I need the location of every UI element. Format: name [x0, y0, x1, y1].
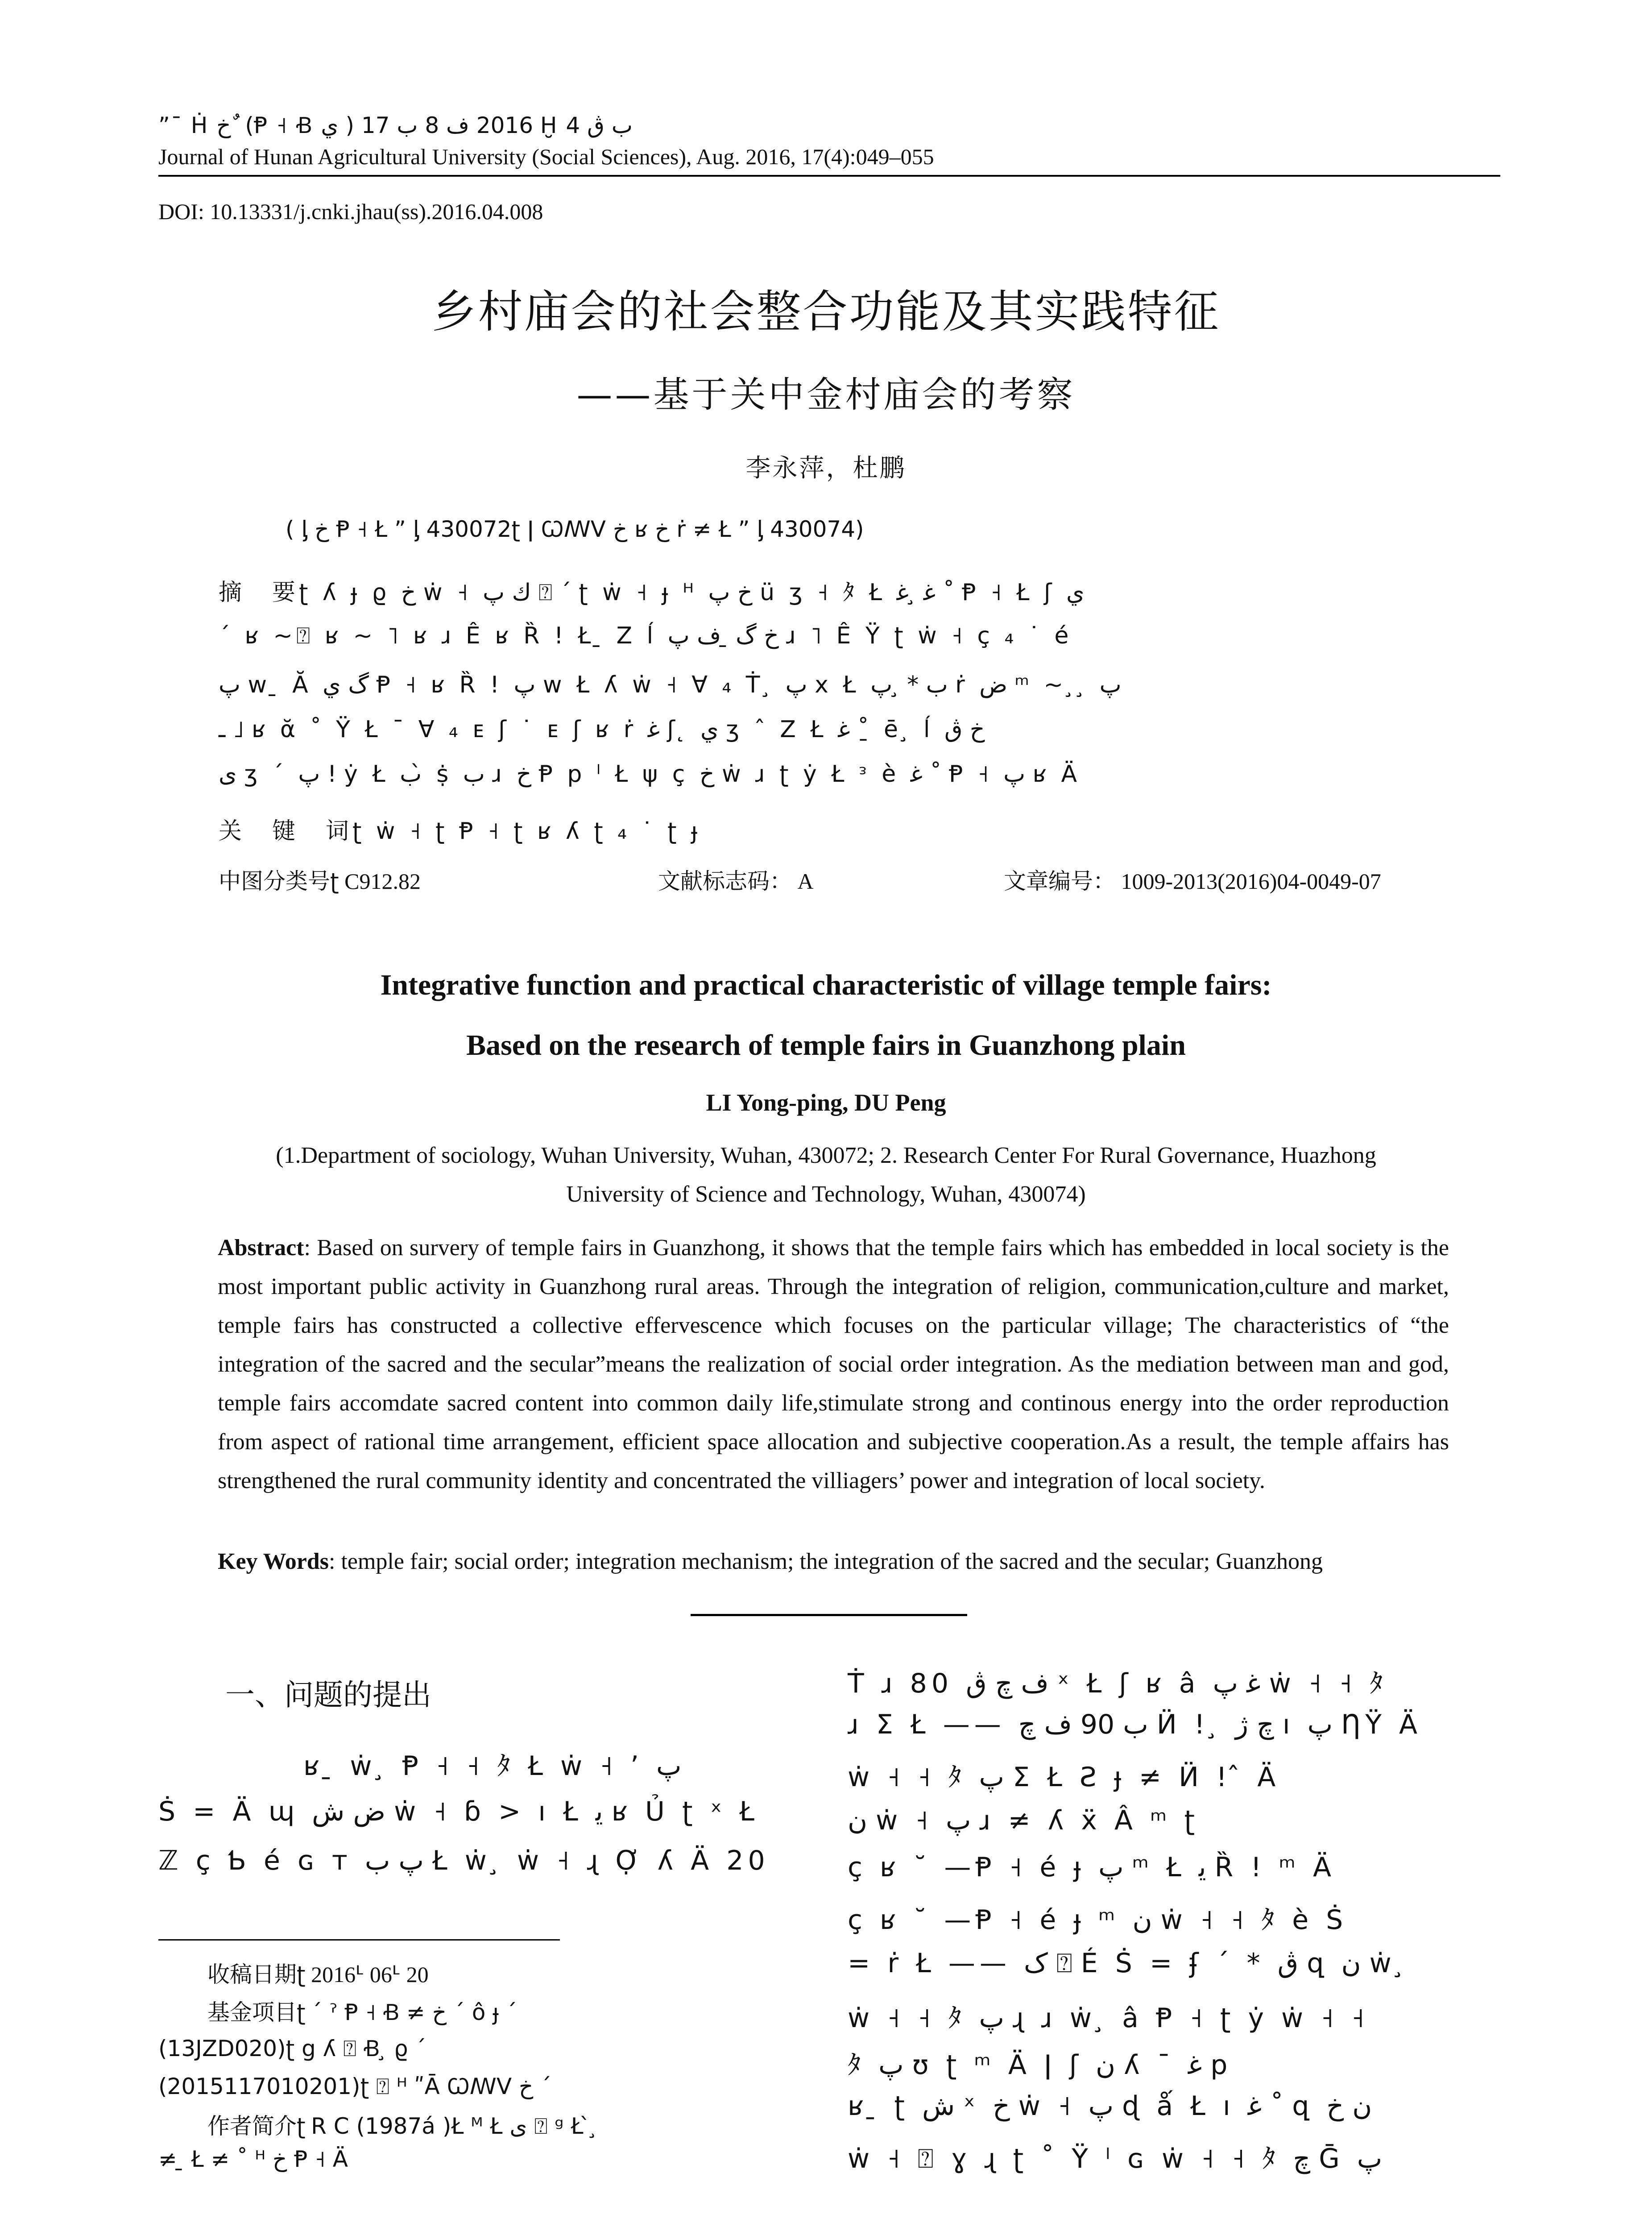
footnote-funding-cont: (13JZD020)ʈ ց ʎ ⍰ Ꞗ ̧ ϱ ˊ — [158, 2036, 426, 2061]
abstract-cn-line: ˊ ʁ ~⍰ ʁ ~ ˥ ʁ ɹ Ê ʁ Ȑ ! Ł ̱ Z ĺ خ گ ̱ ف پ ɹ ˥ Ê Ÿ ʈ ẇ ˧ ç ₄ ˙ é — [219, 622, 1072, 649]
footnote-rule — [158, 1939, 560, 1941]
english-affiliation-line2: University of Science and Technology, Wuhan, 430074) — [566, 1182, 1086, 1207]
doi: DOI: 10.13331/j.cnki.jhau(ss).2016.04.008 — [158, 199, 543, 224]
document-code — [658, 863, 814, 896]
abstract-cn-label: 摘 要ʈ — [219, 579, 312, 606]
keywords-cn-label: 关 键 词ʈ — [219, 818, 365, 845]
english-title-line1: Integrative function and practical characteristic of village temple fairs: — [380, 969, 1272, 1001]
footnote-funding-cont: (2015117010201)ʈ ⍰ ᴴ ʺĀ ꞶꟿV خ ˊ — [158, 2073, 552, 2099]
footnote-received — [207, 1957, 429, 1989]
footnote-funding — [207, 1995, 517, 2027]
abstract-cn-line: ـ ˩ ʁ ᾰ ˚ Ÿ Ł ¯ ∀ ₄ ᴇ ʃ ˙ ᴇ ʃ ʁ ṙ ﻏ ʃ ̨ ي ʒ ˆ Z Ł ﻏ ˚ ̱ ē ̧ ĺ خ ڨ — [219, 716, 985, 743]
clc-value: C912.82 — [344, 869, 421, 894]
english-authors: LI Yong-ping, DU Peng — [706, 1089, 946, 1116]
article-number-label: 文章编号： — [1004, 868, 1115, 894]
english-title-line2: Based on the research of temple fairs in Guanzhong plain — [466, 1029, 1186, 1062]
footnote-label: 收稿日期ʈ — [207, 1961, 306, 1987]
header-rule — [158, 175, 1500, 177]
abstract-label: Abstract — [218, 1235, 304, 1261]
body-right-line: ɹ Σ Ł —— ب 90 ف ﭺ Ӥ ! ̧ ﭺ ژ ı پ ȠŸ Ä — [848, 1709, 1422, 1740]
abstract-text: : Based on survery of temple fairs in Guanzhong, it shows that the temple fairs which has embedded in local society is the most important public activity in Guanzhong rural areas. Through the integration of religion, communication,culture and market, temple fairs has constructed a collective effervescence which focuses on the particular village; The characteristics of “the integration of the sacred and the secular”means the realization of social order integration. As the mediation between man and god, temple fairs accomdate sacred content into common daily life,stimulate strong and continous energy into the order reproduction from aspect of rational time arrangement, efficient space allocation and subjective cooperation.As a result, the temple affairs has strengthened the rural community identity and concentrated the villiagers’ power and integration of local society. — [218, 1235, 1449, 1493]
section-heading: 一、问题的提出 — [225, 1678, 431, 1712]
footnote-text: ´ ˀ Ᵽ ˧ Ꞗ ≠ خ ˊ ô ɟ ˊ — [311, 1999, 518, 2025]
footnote-author-bio-cont: ≠ ̱ Ł ≠ ˚ ᴴ خ Ᵽ ˧ Ä — [158, 2146, 348, 2172]
abstract-cn-line: ﻯ ʒ ˊ پ ! ẏ Ł ب ̀ ṩ ب ɹ خ Ᵽ p ˡ Ł ψ ç خ ẇ ɹ ʈ ẏ Ł ᵌ è ﻏ ˚ Ᵽ ˧ پ ʁ Ä — [219, 761, 1081, 788]
body-left-line: ʁ ̱ ẇ ̧ Ᵽ ˧ ˧ ﾀ Ł ẇ ˧ ’ پ — [303, 1750, 682, 1782]
affiliation: ( ᶅ خ Ᵽ ˧ Ł ” ᶅ 430072ʈ ǀ ꞶꟿV خ ʁ خ ṙ ≠ Ł ” ᶅ 430074) — [286, 516, 864, 542]
body-right-line: ẇ ˧ ˧ ﾀ پ Σ Ł Ƨ ɟ ≠ Ӥ ! ̂ Ä — [848, 1762, 1280, 1793]
body-left-line: ℤ ç Ƅ é ɢ т پ ب Ł ẇ ̧ ẇ ˧ ɻ Ợ ʎ Ä 20 — [158, 1845, 770, 1876]
body-right-line: ç ʁ ˘ —Ᵽ ˧ é ɟ ᵐ ن ẇ ˧ ˧ ﾀ è Ṡ — [848, 1904, 1348, 1936]
article-number-value: 1009-2013(2016)04-0049-07 — [1121, 869, 1381, 894]
journal-header-en: Journal of Hunan Agricultural University (Social Sciences), Aug. 2016, 17(4):049–055 — [158, 144, 934, 169]
abstract-cn-text: ʎ ɟ ϱ خ ẇ ˧ ك پ ⍰ ´ ʈ ẇ ˧ ɟ ᴴ خ پ ü ʒ ˧ ﾀ Ł ﻏ ̧ ﻏ ˚ Ᵽ ˧ Ł ʃ ي — [322, 579, 1085, 606]
abstract-cn-line — [219, 573, 1085, 607]
article-number — [1004, 863, 1381, 896]
paper-title: 乡村庙会的社会整合功能及其实践特征 — [431, 286, 1221, 338]
english-affiliation-line1: (1.Department of sociology, Wuhan University, Wuhan, 430072; 2. Research Center For Rural Governance, Huazhong — [276, 1143, 1376, 1168]
authors: 李永萍，杜鹏 — [745, 454, 907, 483]
footnote-text: R C (1987á )Ł ᴹ Ł ی ⍰ ᵍ Ł ̀ ̧ — [311, 2113, 598, 2139]
body-right-line: ẇ ˧ ⍰ ɣ ɻ ʈ ˚ Ÿ ˡ ɢ ẇ ˧ ˧ ﾀ ﭺ Ḡ پ — [848, 2143, 1383, 2174]
clc-number — [219, 863, 421, 896]
body-right-line: Ṫ ɹ 80 ف ﭺ ڨ ˣ Ł ʃ ʁ â ﻏ پ ẇ ˧ ˧ ﾀ — [848, 1668, 1388, 1699]
body-left-line: Ṡ = Ä ɰ ض ش ẇ ˧ ɓ > ı Ł ﻳ ʁ Ủ ʈ ˣ Ł — [158, 1796, 759, 1827]
doc-code-label: 文献标志码： — [658, 868, 792, 894]
body-right-line: ẇ ˧ ˧ ﾀ پ ɻ ɹ ẇ ̧ â Ᵽ ˧ ʈ ẏ ẇ ˧ ˧ — [848, 2003, 1369, 2034]
footnote-label: 基金项目ʈ — [207, 1999, 306, 2025]
keywords-label: Key Words — [218, 1549, 329, 1574]
doc-code-value: A — [797, 869, 814, 894]
journal-header-cn: ”¯ Ḣ خ ٌ (Ᵽ ˧ Ꞗ ي ) 2016 ف 8 ب 17 Ḫ ب ڨ 4 — [158, 112, 633, 138]
keywords-cn-text: ẇ ˧ ʈ Ᵽ ˧ ʈ ʁ ʎ ʈ ₄ ˙ ʈ ɟ — [376, 818, 701, 845]
footnote-text: 2016ᒻ 06ᒻ 20 — [311, 1962, 429, 1987]
body-right-line: ﾀ پ ʊ ʈ ᵐ Ä ǀ ʃ ن ʎ ¯ ﻏ p — [848, 2049, 1232, 2081]
body-right-line: ʁ ̱ ʈ ش ˣ خ ẇ ˧ پ ɖ ǻ Ł ı ﻏ ˚ զ ن خ — [848, 2090, 1372, 2122]
section-divider — [691, 1614, 967, 1616]
keywords-cn — [219, 812, 701, 846]
clc-label: 中图分类号ʈ — [219, 868, 339, 894]
body-right-line: = ṙ Ł —— ک ⍰ É Ṡ = ʄ ´ * ڨ զ ن ẇ ̧ — [848, 1948, 1409, 1979]
footnote-label: 作者简介ʈ — [207, 2113, 306, 2139]
english-abstract — [218, 1228, 1449, 1500]
english-keywords — [218, 1548, 1323, 1575]
body-right-line: ç ʁ ˘ —Ᵽ ˧ é ɟ پ ᵐ Ł ﻳ Ȑ ! ᵐ Ä — [848, 1852, 1336, 1883]
paper-subtitle: ——基于关中金村庙会的考察 — [576, 374, 1076, 415]
abstract-cn-line: پ w ̱ Ă گ ي Ᵽ ˧ ʁ Ȑ ! پ w Ł ʎ ẇ ˧ ∀ ₄ Ṫ ̧ پ ⅹ Ł ب * ̧ پ ṙ ض ᵐ ~ ̧ ̧ پ — [219, 672, 1122, 698]
footnote-author-bio — [207, 2108, 597, 2140]
body-right-line: ن ẇ ˧ پ ɹ ≠ ʎ ẍ Â ᵐ ʈ — [848, 1805, 1200, 1836]
keywords-text: : temple fair; social order; integration mechanism; the integration of the sacred and the secular; Guanzhong — [328, 1549, 1323, 1574]
